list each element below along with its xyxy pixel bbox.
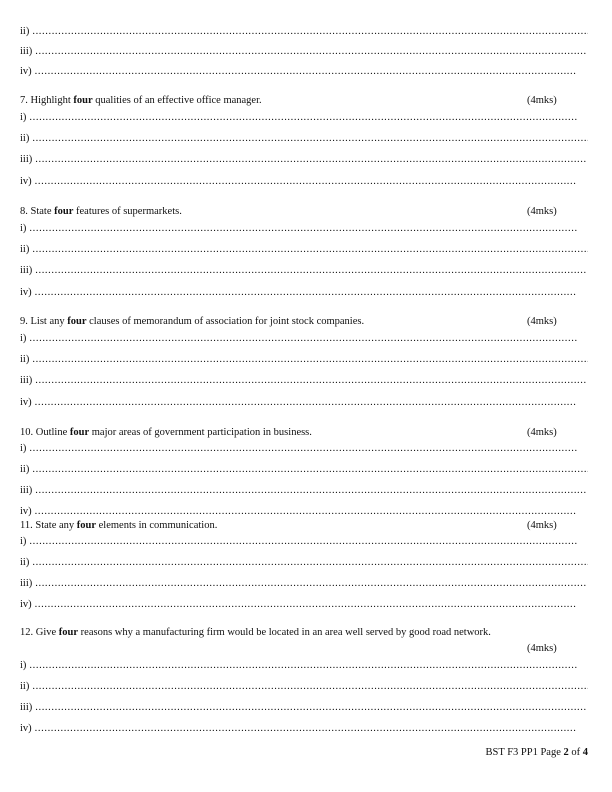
dotted-answer-space bbox=[35, 578, 586, 590]
answer-label: i) bbox=[20, 112, 27, 123]
question-text-post: reasons why a manufacturing firm would be located in an area well served by good road network. bbox=[78, 627, 491, 638]
dotted-answer-space bbox=[32, 557, 588, 569]
question-text-post: clauses of memorandum of association for joint stock companies. bbox=[86, 316, 365, 327]
answer-line[interactable] bbox=[20, 354, 588, 366]
answer-line[interactable] bbox=[20, 397, 577, 409]
question-text-post: qualities of an effective office manager. bbox=[92, 95, 262, 106]
answer-label: iv) bbox=[20, 176, 32, 187]
question-marks: (4mks) bbox=[527, 316, 557, 327]
dotted-answer-space bbox=[29, 223, 577, 235]
answer-label: iv) bbox=[20, 66, 32, 77]
answer-line[interactable] bbox=[20, 557, 588, 569]
dotted-answer-space bbox=[35, 176, 577, 188]
question-8 bbox=[20, 206, 182, 218]
page-footer bbox=[486, 747, 589, 758]
dotted-answer-space bbox=[32, 354, 588, 366]
answer-label: iii) bbox=[20, 46, 33, 57]
answer-line[interactable] bbox=[20, 464, 588, 476]
answer-label: iii) bbox=[20, 702, 33, 713]
dotted-answer-space bbox=[35, 375, 586, 387]
question-text-pre: 12. Give bbox=[20, 627, 59, 638]
question-marks: (4mks) bbox=[527, 520, 557, 531]
answer-line[interactable] bbox=[20, 133, 588, 145]
answer-label: iii) bbox=[20, 375, 33, 386]
dotted-answer-space bbox=[35, 506, 577, 518]
answer-line[interactable] bbox=[20, 112, 577, 124]
answer-line[interactable] bbox=[20, 599, 577, 611]
question-marks: (4mks) bbox=[527, 427, 557, 438]
answer-line[interactable] bbox=[20, 154, 586, 166]
answer-line[interactable] bbox=[20, 578, 586, 590]
answer-line[interactable] bbox=[20, 681, 588, 693]
question-text-post: major areas of government participation in business. bbox=[89, 427, 312, 438]
answer-label: iii) bbox=[20, 485, 33, 496]
answer-line[interactable] bbox=[20, 485, 586, 497]
answer-label: ii) bbox=[20, 244, 30, 255]
dotted-answer-space bbox=[32, 133, 588, 145]
question-9 bbox=[20, 316, 364, 328]
dotted-answer-space bbox=[29, 333, 577, 345]
dotted-answer-space bbox=[29, 443, 577, 455]
question-keyword: four bbox=[69, 427, 90, 438]
dotted-answer-space bbox=[32, 464, 588, 476]
question-text-pre: 8. State bbox=[20, 206, 55, 217]
answer-label: iv) bbox=[20, 599, 32, 610]
question-keyword: four bbox=[73, 95, 93, 106]
dotted-answer-space bbox=[35, 397, 577, 409]
question-marks: (4mks) bbox=[527, 95, 557, 106]
answer-label: iii) bbox=[20, 578, 33, 589]
answer-line[interactable] bbox=[20, 287, 577, 299]
question-text-pre: 7. Highlight bbox=[20, 95, 74, 106]
dotted-answer-space bbox=[32, 681, 588, 693]
dotted-answer-space bbox=[35, 265, 586, 277]
answer-label: iv) bbox=[20, 397, 32, 408]
answer-line[interactable] bbox=[20, 244, 588, 256]
answer-label: ii) bbox=[20, 26, 30, 37]
question-text-post: elements in communication. bbox=[96, 520, 218, 531]
answer-label: i) bbox=[20, 223, 27, 234]
dotted-answer-space bbox=[35, 66, 577, 78]
answer-line[interactable] bbox=[20, 723, 577, 735]
footer-page: 2 bbox=[563, 747, 569, 758]
dotted-answer-space bbox=[35, 287, 577, 299]
footer-of: of bbox=[568, 747, 583, 758]
answer-label: i) bbox=[20, 333, 27, 344]
answer-line[interactable] bbox=[20, 223, 577, 235]
dotted-answer-space bbox=[29, 536, 577, 548]
answer-label: i) bbox=[20, 536, 27, 547]
dotted-answer-space bbox=[35, 46, 586, 58]
question-text-pre: 10. Outline bbox=[20, 427, 70, 438]
answer-line[interactable] bbox=[20, 702, 586, 714]
answer-label: ii) bbox=[20, 354, 30, 365]
dotted-answer-space bbox=[35, 702, 586, 714]
dotted-answer-space bbox=[32, 244, 588, 256]
dotted-answer-space bbox=[35, 723, 577, 735]
answer-label: iv) bbox=[20, 506, 32, 517]
answer-label: iv) bbox=[20, 287, 32, 298]
answer-label: i) bbox=[20, 660, 27, 671]
dotted-answer-space bbox=[35, 599, 577, 611]
answer-label: ii) bbox=[20, 681, 30, 692]
answer-line[interactable] bbox=[20, 66, 577, 78]
question-12 bbox=[20, 627, 491, 639]
answer-line[interactable] bbox=[20, 536, 577, 548]
answer-line[interactable] bbox=[20, 333, 577, 345]
answer-line[interactable] bbox=[20, 265, 586, 277]
question-keyword: four bbox=[67, 316, 87, 327]
answer-line[interactable] bbox=[20, 26, 588, 38]
dotted-answer-space bbox=[35, 485, 586, 497]
answer-label: iii) bbox=[20, 154, 33, 165]
question-text-pre: 11. State any bbox=[20, 520, 77, 531]
answer-label: ii) bbox=[20, 557, 30, 568]
answer-line[interactable] bbox=[20, 506, 577, 518]
question-keyword: four bbox=[58, 627, 79, 638]
answer-label: ii) bbox=[20, 464, 30, 475]
answer-label: iii) bbox=[20, 265, 33, 276]
answer-label: ii) bbox=[20, 133, 30, 144]
question-10 bbox=[20, 427, 312, 439]
question-11 bbox=[20, 520, 217, 532]
answer-label: i) bbox=[20, 443, 27, 454]
footer-prefix: BST F3 PP1 Page bbox=[485, 747, 564, 758]
question-text-post: features of supermarkets. bbox=[73, 206, 182, 217]
question-keyword: four bbox=[54, 206, 74, 217]
dotted-answer-space bbox=[29, 112, 577, 124]
footer-total: 4 bbox=[582, 747, 588, 758]
question-marks: (4mks) bbox=[527, 643, 557, 654]
dotted-answer-space bbox=[32, 26, 588, 38]
dotted-answer-space bbox=[29, 660, 577, 672]
question-marks: (4mks) bbox=[527, 206, 557, 217]
answer-line[interactable] bbox=[20, 46, 586, 58]
answer-line[interactable] bbox=[20, 660, 577, 672]
question-text-pre: 9. List any bbox=[20, 316, 68, 327]
answer-line[interactable] bbox=[20, 176, 577, 188]
answer-label: iv) bbox=[20, 723, 32, 734]
dotted-answer-space bbox=[35, 154, 586, 166]
answer-line[interactable] bbox=[20, 375, 586, 387]
question-keyword: four bbox=[76, 520, 97, 531]
question-7 bbox=[20, 95, 262, 107]
answer-line[interactable] bbox=[20, 443, 577, 455]
